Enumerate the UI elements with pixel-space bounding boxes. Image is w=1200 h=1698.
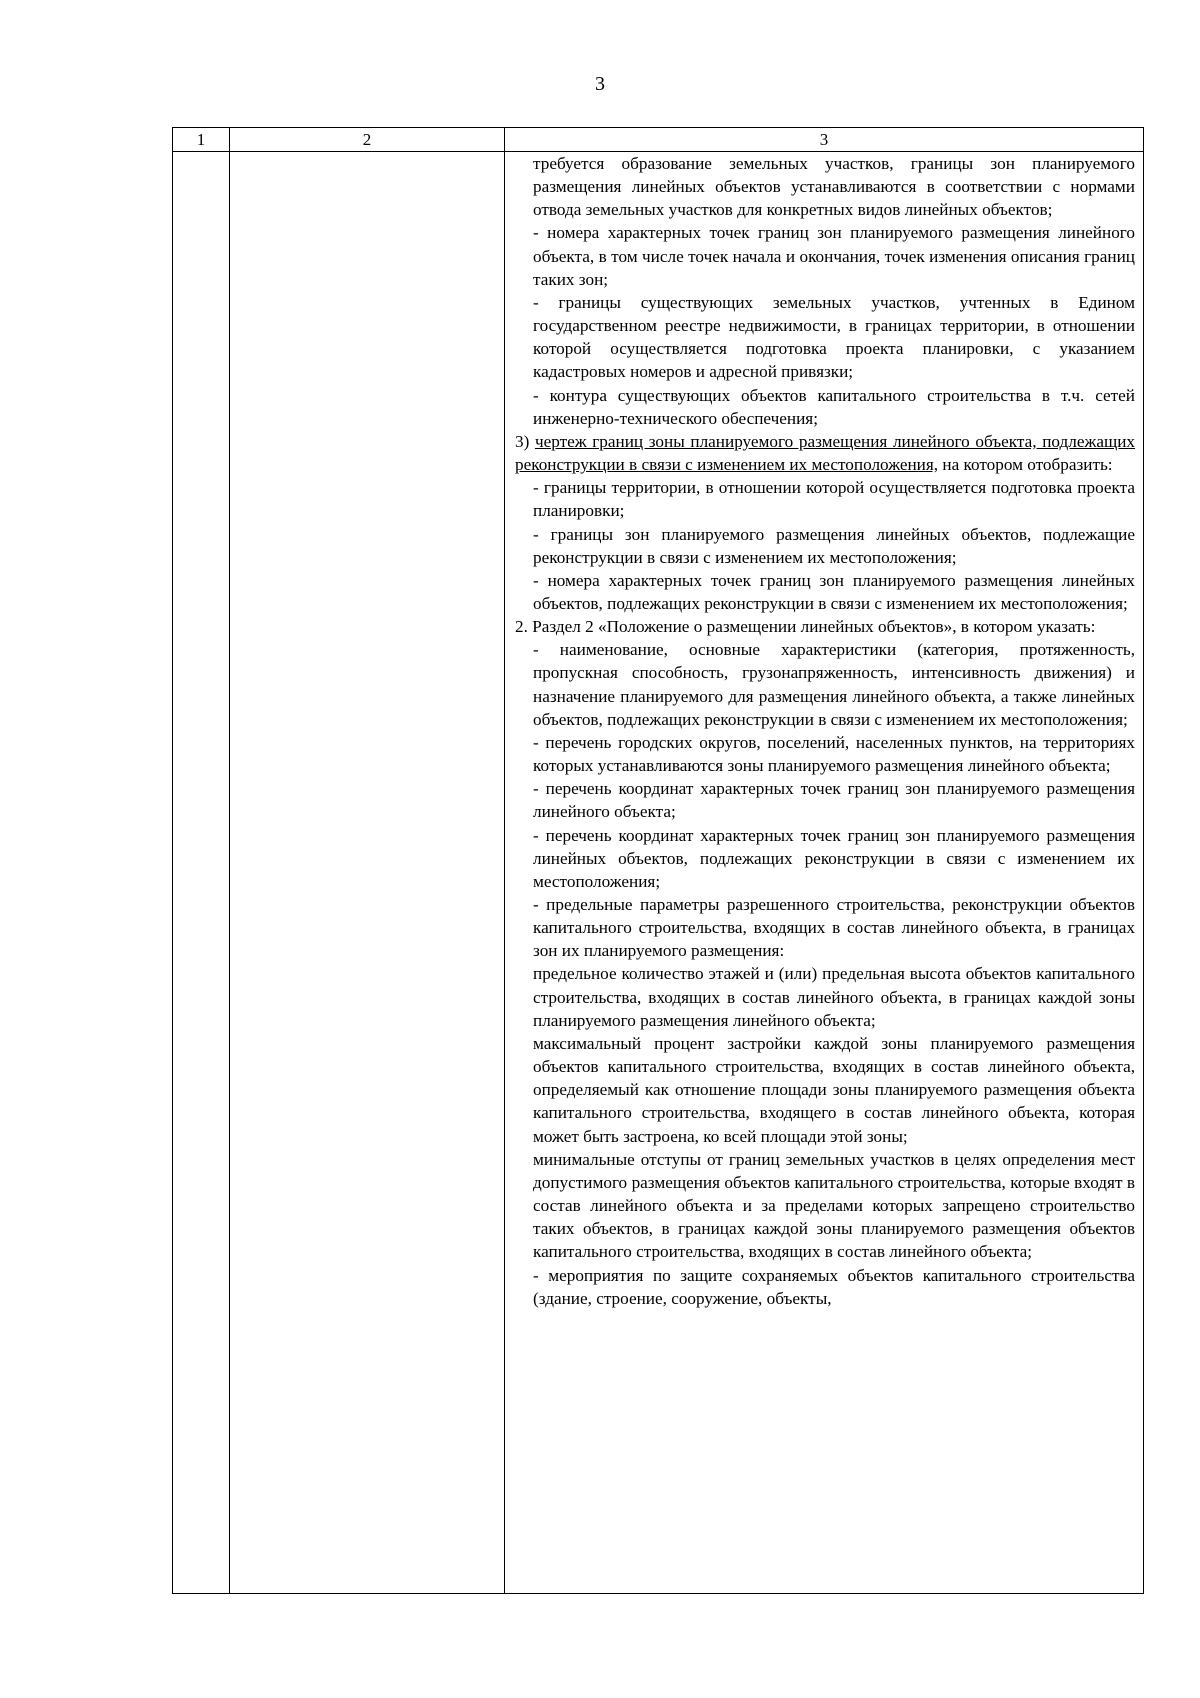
column-divider-2	[504, 128, 505, 1593]
paragraph: - номера характерных точек границ зон планируемого размещения линейных объектов, подлежащих реконструкции в связи с изменением их местоположения;	[533, 570, 1135, 613]
paragraph: требуется образование земельных участков, границы зон планируемого размещения линейных объектов устанавливаются в соответствии с нормами отвода земельных участков для конкретных видов линейных объектов;	[533, 154, 1135, 220]
paragraph: минимальные отступы от границ земельных участков в целях определения мест допустимого размещения объектов капитального строительства, которые входят в состав линейного объекта и за пределами которых запрещено строительство таких объектов, в границах каждой зоны планируемого размещения объектов капитального строительства, входящих в состав линейного объекта;	[533, 1149, 1135, 1262]
paragraph: предельное количество этажей и (или) предельная высота объектов капитального строительства, входящих в состав линейного объекта, в границах каждой зоны планируемого размещения линейного объекта;	[533, 964, 1135, 1030]
paragraph: - границы зон планируемого размещения линейных объектов, подлежащие реконструкции в связи с изменением их местоположения;	[533, 524, 1135, 567]
item-number: 3)	[515, 431, 535, 451]
column-header-1: 1	[196, 130, 206, 149]
paragraph: - номера характерных точек границ зон планируемого размещения линейного объекта, в том числе точек начала и окончания, точек изменения описания границ таких зон;	[533, 223, 1135, 289]
item-suffix: на котором отобразить:	[938, 455, 1113, 475]
column-divider-1	[229, 128, 230, 1593]
paragraph: - границы территории, в отношении которой осуществляется подготовка проекта планировки;	[533, 478, 1135, 521]
section-heading: 2. Раздел 2 «Положение о размещении линейных объектов», в котором указать:	[515, 617, 1096, 637]
paragraph: - перечень координат характерных точек границ зон планируемого размещения линейного объекта;	[533, 779, 1135, 822]
paragraph: - наименование, основные характеристики (категория, протяженность, пропускная способность, грузонапряженность, интенсивность движения) и назначение планируемого для размещения линейного объекта, а также линейных объектов, подлежащих реконструкции в связи с изменением их местоположения;	[533, 640, 1135, 729]
column-header-3: 3	[819, 130, 829, 149]
paragraph: - предельные параметры разрешенного строительства, реконструкции объектов капитального строительства, входящих в состав линейного объекта, в границах зон их планируемого размещения:	[533, 895, 1135, 961]
paragraph-drawing-item	[515, 430, 1135, 476]
page-number: 3	[595, 73, 605, 95]
paragraph: - мероприятия по защите сохраняемых объектов капитального строительства (здание, строение, сооружение, объекты,	[533, 1265, 1135, 1308]
underlined-heading: чертеж границ зоны планируемого размещения линейного объекта, подлежащих реконструкции в связи с изменением их местоположения,	[515, 431, 1135, 475]
paragraph: - контура существующих объектов капитального строительства в т.ч. сетей инженерно-технического обеспечения;	[533, 385, 1135, 428]
requirements-table	[172, 127, 1144, 1594]
paragraph: - перечень городских округов, поселений, населенных пунктов, на территориях которых устанавливаются зоны планируемого размещения линейного объекта;	[533, 732, 1135, 776]
paragraph: - границы существующих земельных участков, учтенных в Едином государственном реестре недвижимости, в границах территории, в отношении которой осуществляется подготовка проекта планировки, с указанием кадастровых номеров и адресной привязки;	[533, 292, 1135, 382]
paragraph: - перечень координат характерных точек границ зон планируемого размещения линейных объектов, подлежащих реконструкции в связи с изменением их местоположения;	[533, 825, 1135, 891]
paragraph: максимальный процент застройки каждой зоны планируемого размещения объектов капитального строительства, входящих в состав линейного объекта, определяемый как отношение площади зоны планируемого размещения объекта капитального строительства, входящего в состав линейного объекта, которая может быть застроена, ко всей площади этой зоны;	[533, 1033, 1135, 1146]
column-3-content	[515, 152, 1135, 1593]
column-header-2: 2	[362, 130, 372, 149]
